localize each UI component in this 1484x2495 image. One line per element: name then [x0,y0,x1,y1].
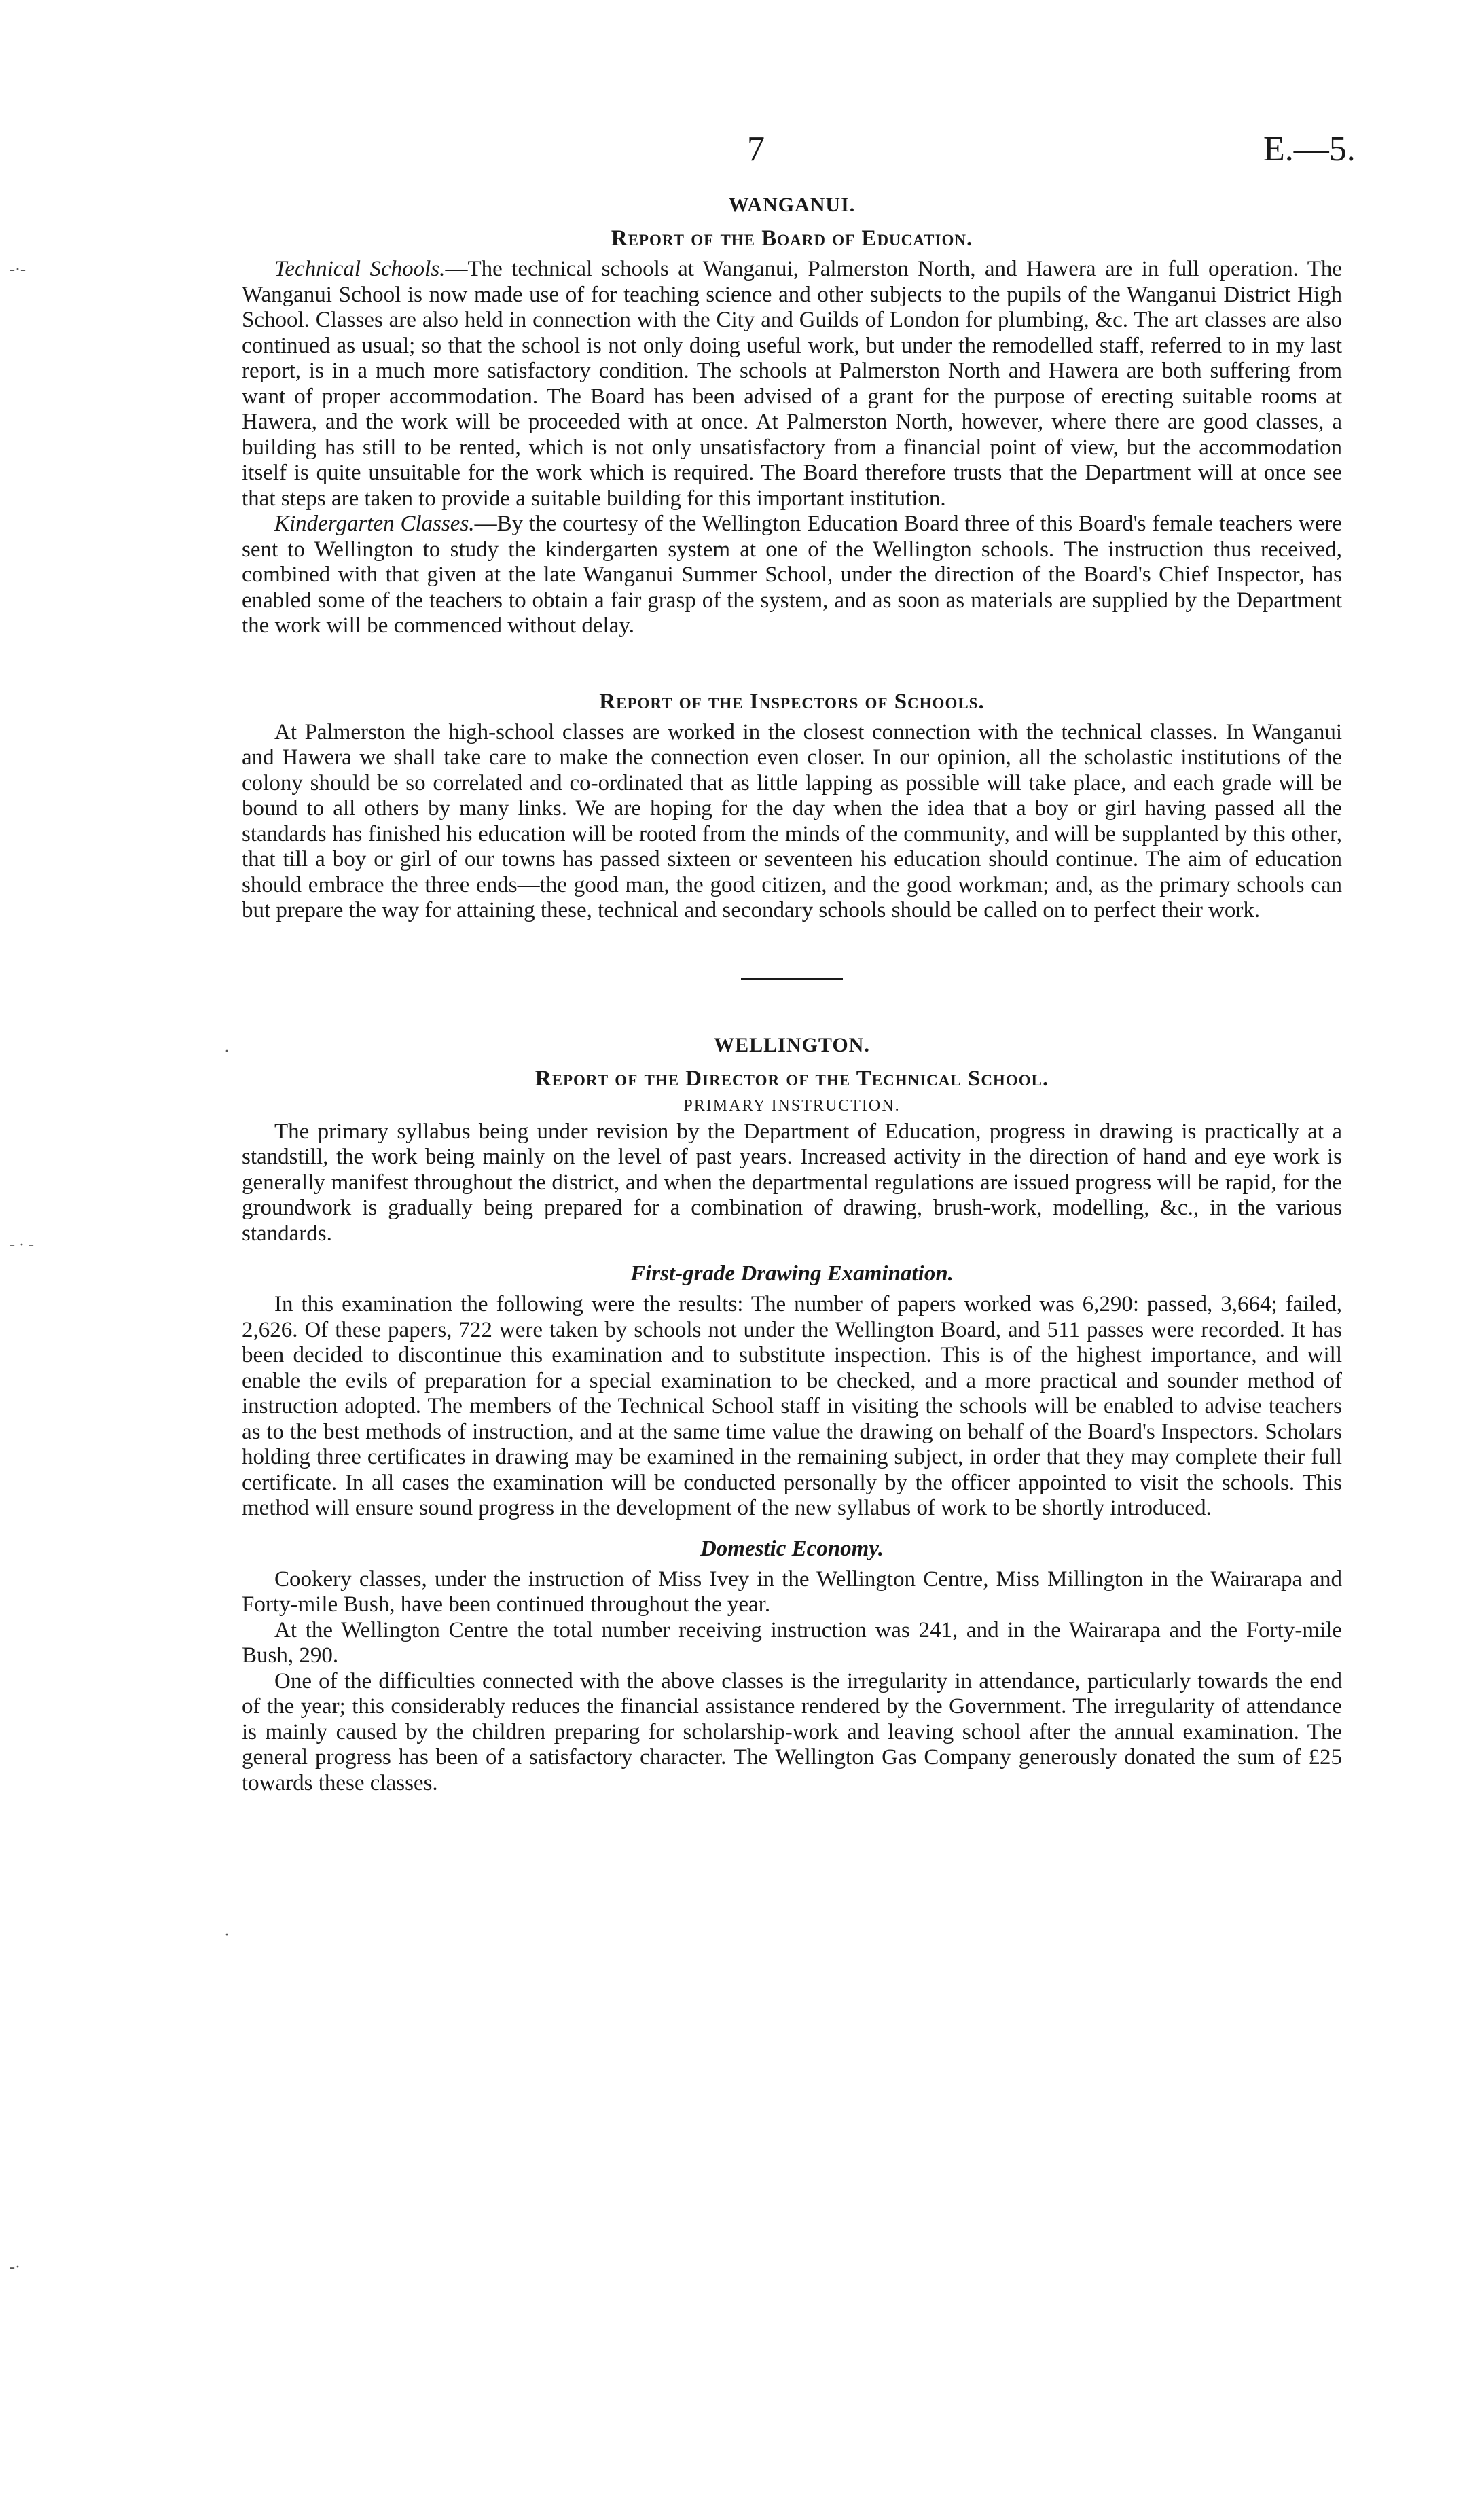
kindergarten-lead: Kindergarten Classes. [274,511,475,536]
page-content [242,194,1342,1796]
wellington-section [242,1034,1342,1797]
technical-schools-paragraph [242,257,1342,511]
wellington-title: WELLINGTON. [714,1033,870,1056]
inspectors-paragraph: At Palmerston the high-school classes are worked in the closest connection with the technical classes. In Wanganui and Hawera we shall take care to make the connection even closer. In our opinion, all the scholastic institutions of the colony should be so correlated and co-ordinated that as little lapping as possible will take place, and each grade will be bound to all others by many links. We are hoping for the day when the idea that a boy or girl having passed all the standards has finished his education will be rooted from the minds of the community, and will be supplanted by this other, that till a boy or girl of our towns has passed sixteen or seventeen his education should continue. The aim of education should embrace the three ends—the good man, the good citizen, and the good workman; and, as the primary schools can but prepare the way for attaining these, technical and secondary schools should be called on to perfect their work. [242,719,1342,922]
drawing-exam-paragraph: In this examination the following were the results: The number of papers worked was 6,290: passed, 3,664; failed, 2,626. Of these papers, 722 were taken by schools not under the Wellington Board, and 511 passes were recorded. It has been decided to discontinue this examination and to substitute inspection. This is of the highest importance, and will enable the evils of preparation for a special examination to be checked, and a more practical and sounder method of instruction adopted. The members of the Technical School staff in visiting the schools will be enabled to advise teachers as to the best methods of instruction, and at the same time value the drawing on behalf of the Board's Inspectors. Scholars holding three certificates in drawing may be examined in the remaining subject, in order that they may complete their full certificate. In all cases the examination will be conducted personally by the officer appointed to visit the schools. This method will ensure sound progress in the development of the new syllabus of work to be shortly introduced. [242,1292,1342,1520]
page-number: 7 [747,130,765,168]
margin-mark: · [224,1043,230,1060]
drawing-exam-title: First-grade Drawing Examination. [630,1261,954,1286]
domestic-paragraph-3: One of the difficulties connected with the above classes is the irregularity in attendance, particularly towards the end of the year; this considerably reduces the financial assistance rendered by the Government. The irregularity of attendance is mainly caused by the children preparing for scholarship-work and leaving school after the annual examination. The general progress has been of a satisfactory character. The Wellington Gas Company generously donated the sum of £25 towards these classes. [242,1668,1342,1795]
technical-schools-lead: Technical Schools. [274,257,446,281]
page-header [0,129,1484,183]
wanganui-section [242,194,1342,924]
kindergarten-text: —By the courtesy of the Wellington Education Board three of this Board's female teachers were sent to Wellington to study the kindergarten system at one of the Wellington schools. The instruction thus received, combined with that given at the late Wanganui Summer School, under the direction of the Board's Chief Inspector, has enabled some of the teachers to obtain a fair grasp of the system, and as soon as materials are supplied by the Department the work will be commenced without delay. [242,511,1342,638]
section-divider [741,978,843,980]
kindergarten-paragraph [242,511,1342,639]
margin-mark: · [224,1926,230,1944]
primary-instruction-title: PRIMARY INSTRUCTION. [683,1096,901,1115]
wanganui-title: WANGANUI. [728,194,856,216]
document-code: E.—5. [1263,130,1356,168]
domestic-paragraph-1: Cookery classes, under the instruction of Miss Ivey in the Wellington Centre, Miss Millington in the Wairarapa and Forty-mile Bush, have been continued throughout the year. [242,1566,1342,1617]
spacer [242,639,1342,680]
inspectors-report-title: Report of the Inspectors of Schools. [599,689,985,714]
margin-mark: -· [10,2259,20,2276]
domestic-paragraph-2: At the Wellington Centre the total number receiving instruction was 241, and in the Wairarapa and the Forty-mile Bush, 290. [242,1617,1342,1668]
primary-paragraph: The primary syllabus being under revision by the Department of Education, progress in drawing is practically at a standstill, the work being mainly on the level of past years. Increased activity in the direction of hand and eye work is generally manifest throughout the district, and when the departmental regulations are issued progress will be rapid, for the groundwork is gradually being prepared for a combination of drawing, brush-work, modelling, &c., in the various standards. [242,1119,1342,1246]
director-report-title: Report of the Director of the Technical School. [535,1066,1049,1091]
technical-schools-text: —The technical schools at Wanganui, Palmerston North, and Hawera are in full operation. The Wanganui School is now made use of for teaching science and other subjects to the pupils of the Wanganui District High School. Classes are also held in connection with the City and Guilds of London for plumbing, &c. The art classes are also continued as usual; so that the school is not only doing useful work, but under the remodelled staff, referred to in my last report, is in a much more satisfactory condition. The schools at Palmerston North and Hawera are both suffering from want of proper accommodation. The Board has been advised of a grant for the purpose of erecting suitable rooms at Hawera, and the work will be proceeded with at once. At Palmerston North, however, where there are good classes, a building has still to be rented, which is not only unsatisfactory from a financial point of view, but the accommodation itself is quite unsuitable for the work which is required. The Board therefore trusts that the Department will at once see that steps are taken to provide a suitable building for this important institution. [242,257,1343,511]
board-report-title: Report of the Board of Education. [611,226,973,251]
margin-mark: - · - [10,1236,34,1254]
margin-mark: -·- [10,261,26,279]
domestic-economy-title: Domestic Economy. [700,1536,884,1561]
